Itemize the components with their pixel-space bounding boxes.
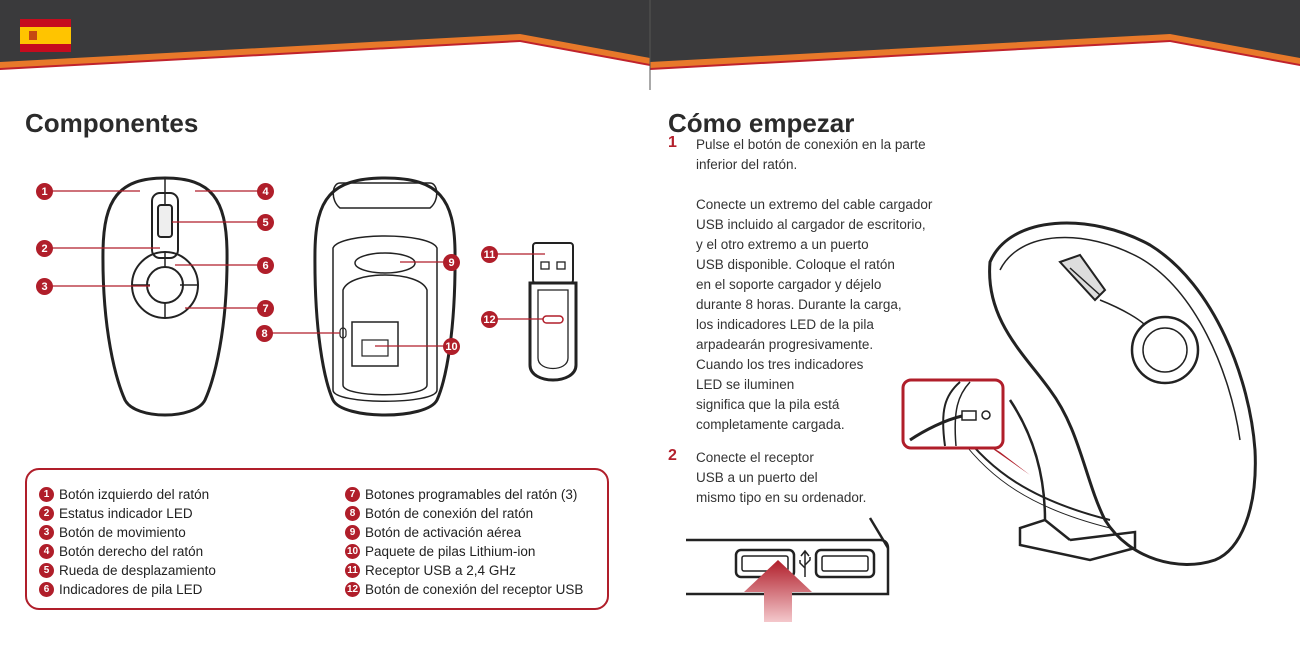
legend-number: 10 (346, 546, 359, 557)
legend-number: 8 (345, 506, 360, 521)
callout-1: 1 (36, 183, 53, 200)
callout-10: 10 (443, 338, 460, 355)
legend-label: Estatus indicador LED (59, 506, 193, 521)
callout-6: 6 (257, 257, 274, 274)
legend-number: 7 (345, 487, 360, 502)
callout-4: 4 (257, 183, 274, 200)
legend-number: 9 (345, 525, 360, 540)
legend-label: Botón izquierdo del ratón (59, 487, 210, 502)
legend-number: 6 (39, 582, 54, 597)
callout-3: 3 (36, 278, 53, 295)
callout-11: 11 (481, 246, 498, 263)
step-1-number: 1 (668, 134, 677, 151)
legend-label: Botón de conexión del ratón (365, 506, 534, 521)
legend-label: Botones programables del ratón (3) (365, 487, 578, 502)
usb-icon (800, 551, 810, 577)
step-2-number: 2 (668, 447, 677, 464)
callout-9: 9 (443, 254, 460, 271)
mouse-side-illustration (990, 223, 1256, 564)
step-1-text: Pulse el botón de conexión en la parte inferior del ratón. Conecte un extremo del cable cargador USB incluido al cargador de escritorio, y el otro extremo a un puerto USB disponible. Coloque el ratón en el soporte cargador y déjelo durante 8 horas. Durante la carga, los indicadores LED de la pila arpadearán progresivamente. Cuando los tres indicadores LED se iluminen significa que la pila está completamente cargada. (696, 137, 933, 432)
insert-arrow (744, 560, 812, 622)
getting-started-title: Cómo empezar (668, 108, 855, 138)
legend-number: 4 (39, 544, 54, 559)
legend-label: Botón de conexión del receptor USB (365, 582, 584, 597)
legend-label: Paquete de pilas Lithium-ion (365, 544, 536, 559)
step-2-text: Conecte el receptor USB a un puerto del mismo tipo en su ordenador. (696, 450, 867, 505)
legend-label: Botón derecho del ratón (59, 544, 204, 559)
callout-8: 8 (256, 325, 273, 342)
connector-inset (903, 380, 1003, 448)
legend-number: 5 (39, 563, 54, 578)
legend-label: Receptor USB a 2,4 GHz (365, 563, 516, 578)
legend-label: Botón de activación aérea (365, 525, 522, 540)
callout-2: 2 (36, 240, 53, 257)
legend-number: 12 (346, 584, 359, 595)
legend-number: 11 (345, 563, 360, 578)
callout-7: 7 (257, 300, 274, 317)
legend-number: 2 (39, 506, 54, 521)
legend-label: Rueda de desplazamiento (59, 563, 216, 578)
legend-number: 3 (39, 525, 54, 540)
components-title: Componentes (25, 108, 199, 138)
callout-5: 5 (257, 214, 274, 231)
legend-label: Indicadores de pila LED (59, 582, 203, 597)
legend-label: Botón de movimiento (59, 525, 186, 540)
callout-12: 12 (481, 311, 498, 328)
legend-number: 1 (39, 487, 54, 502)
